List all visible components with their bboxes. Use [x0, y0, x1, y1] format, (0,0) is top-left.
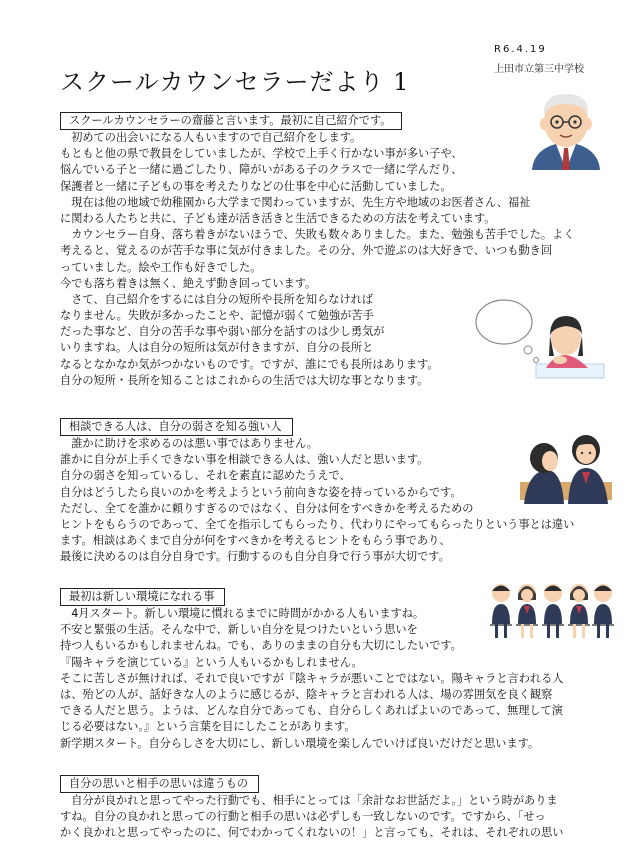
- body-line: かく良かれと思ってやったのに、何でわかってくれないの！」と言っても、それは、それぞれの思い: [60, 826, 564, 840]
- students-talking-illustration: [520, 424, 612, 504]
- section-body-different-feelings: [60, 793, 563, 842]
- body-line: さて、自己紹介をするには自分の短所や長所を知らなければ: [60, 292, 374, 306]
- body-line: すね。自分の良かれと思っての行動と相手の思いは必ずしも一致しないのです。ですから、「せっ: [60, 810, 546, 824]
- body-line: 自分の弱さを知っているし、それを素直に認めたうえで、: [60, 469, 351, 483]
- body-line: に関わる人たちと共に、子ども達が活き活きと生活できるための方法を考えています。: [60, 211, 496, 225]
- body-line: できる人だと思う。ようは、どんな自分であっても、自分らしくあればよいのであって、無理して演: [60, 704, 563, 718]
- section-heading-new-environment: 最初は新しい環境になれる事: [60, 588, 225, 606]
- body-line: 自分が良かれと思ってやった行動でも、相手にとっては「余計なお世話だよ。」という時がありま: [60, 794, 558, 807]
- body-line: 現在は他の地域で幼稚園から大学まで関わっていますが、先生方や地域のお医者さん、福祉: [60, 195, 531, 209]
- body-line: 不安と緊張の生活。そんな中で、新しい自分を見つけたいという思いを: [60, 623, 418, 637]
- section-heading-introduction: スクールカウンセラーの齋藤と言います。最初に自己紹介です。: [60, 112, 402, 130]
- section-heading-different-feelings: 自分の思いと相手の思いは違うもの: [60, 775, 259, 793]
- section-heading-consultation: 相談できる人は、自分の弱さを知る強い人: [60, 418, 293, 436]
- body-line: そこに苦しさが無ければ、それで良いですが『陰キャラが悪いことではない。陽キャラと言われる人: [60, 671, 564, 685]
- body-line: だった事など、自分の苦手な事や弱い部分を話すのは少し勇気が: [60, 325, 385, 339]
- body-line: 保護者と一緒に子どもの事を考えたりなどの仕事を中心に活動していました。: [60, 179, 452, 193]
- body-line: っていました。絵や工作も好きでした。: [60, 260, 262, 274]
- body-line: なるとなかなか気がつかないものです。ですが、誰にでも長所はあります。: [60, 357, 439, 371]
- body-line: じる必要はない。』という言葉を目にしたことがあります。: [60, 720, 356, 734]
- body-line: 今でも落ち着きは無く、絶えず動き回っています。: [60, 276, 317, 290]
- body-line: 考えると、覚えるのが苦手な事に気が付きました。その分、外で遊ぶのは大好きで、いつも動き回: [60, 244, 553, 258]
- body-line: 4月スタート。新しい環境に慣れるまでに時間がかかる人もいますね。: [60, 607, 425, 620]
- body-line: ます。相談はあくまで自分が何をすべきかを考えるヒントをもらう事であり、: [60, 534, 451, 548]
- school-name: 上田市立第三中学校: [494, 64, 584, 75]
- counselor-illustration: [526, 84, 606, 170]
- body-line: 自分はどうしたら良いのかを考えようという前向きな姿を持っているからです。: [60, 485, 462, 499]
- body-line: は、殆どの人が、話好きな人のように感じるが、陰キャラと言われる人は、場の雰囲気を良く観察: [60, 687, 553, 701]
- body-line: 誰かに自分が上手くできない事を相談できる人は、強い人だと思います。: [60, 453, 429, 467]
- body-line: 最後に決めるのは自分自身です。行動するのも自分自身で行う事が大切です。: [60, 550, 450, 564]
- body-line: ヒントをもらうのであって、全てを指示してもらったり、代わりにやってもらったりという事とは違い: [60, 517, 575, 531]
- body-line: なりません。失敗が多かったことや、記憶が弱くて勉強が苦手: [60, 309, 374, 323]
- issue-date: R6.4.19: [494, 44, 547, 55]
- body-line: 悩んでいる子と一緒に過ごしたり、障がいがある子のクラスで一緒に学んだり、: [60, 163, 463, 177]
- seated-students-illustration: [488, 578, 616, 640]
- body-line: もともと他の県で教員をしていましたが、学校で上手く行かない事が多い子や、: [60, 147, 463, 161]
- body-line: 初めての出会いになる人もいますので自己紹介をします。: [60, 131, 362, 144]
- body-line: 誰かに助けを求めるのは悪い事ではありません。: [60, 437, 318, 450]
- body-line: 持つ人もいるかもしれませんね。でも、ありのままの自分も大切にしたいです。: [60, 639, 462, 653]
- body-line: カウンセラー自身、落ち着きがないほうで、失敗も数々ありました。また、勉強も苦手でした。よく: [60, 228, 575, 242]
- body-line: いりますね。人は自分の短所は気が付きますが、自分の長所と: [60, 341, 374, 355]
- newsletter-title: スクールカウンセラーだより 1: [60, 68, 410, 96]
- thinking-student-illustration: [466, 292, 606, 382]
- body-line: 自分の短所・長所を知ることはこれからの生活では大切な事となります。: [60, 373, 429, 387]
- body-line: 『陽キャラを演じている』という人もいるかもしれません。: [60, 655, 363, 669]
- section-body-consultation: [60, 436, 574, 566]
- body-line: 新学期スタート。自分らしさを大切にし、新しい環境を楽しんでいけば良いだけだと思います。: [60, 736, 540, 750]
- body-line: ただし、全てを誰かに頼りすぎるのではなく、自分は何をすべきかを考えるための: [60, 501, 474, 515]
